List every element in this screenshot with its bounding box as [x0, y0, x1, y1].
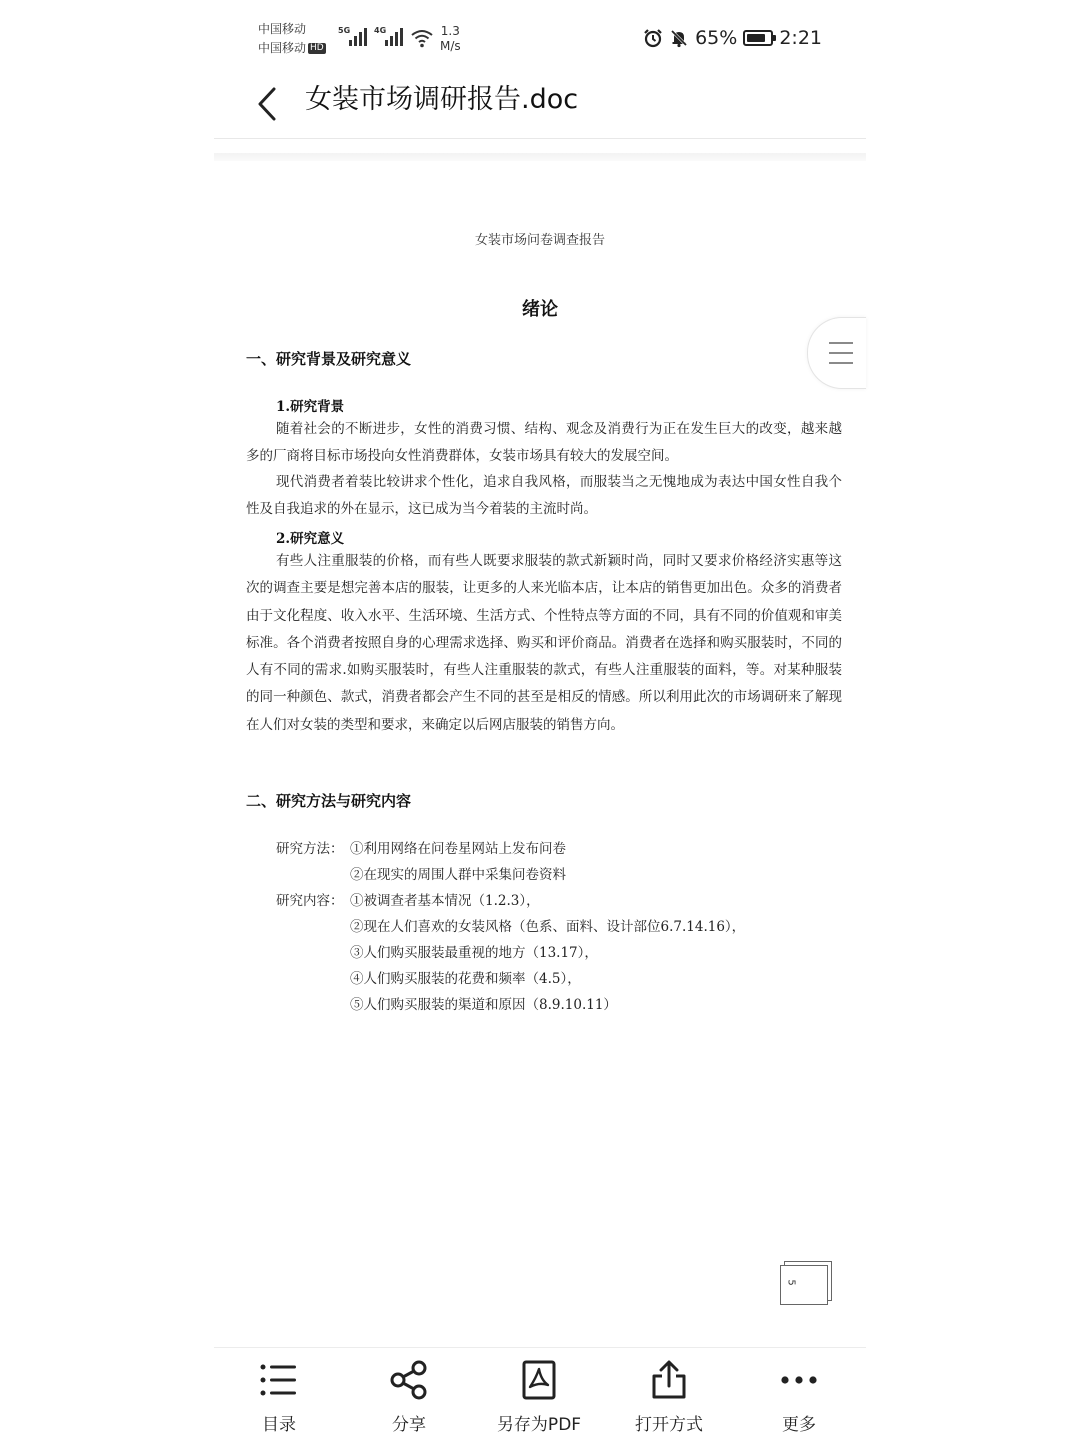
- more-icon: [779, 1360, 819, 1400]
- method-item: ②在现实的周围人群中采集问卷资料: [350, 867, 566, 883]
- toolbar-more-label: 更多: [782, 1415, 816, 1435]
- battery-icon: [743, 30, 773, 46]
- section2-title: 二、研究方法与研究内容: [246, 792, 412, 810]
- section1-sub2: 2.研究意义: [276, 531, 345, 547]
- content-item: ④人们购买服装的花费和频率（4.5），: [350, 971, 581, 987]
- toolbar-save-pdf-button[interactable]: [474, 1348, 604, 1441]
- signal-4g-label: 4G: [374, 26, 387, 35]
- network-speed: [440, 24, 461, 54]
- carrier-2: [258, 41, 326, 55]
- content-item: ①被调查者基本情况（1.2.3），: [350, 893, 540, 909]
- bottom-toolbar: [214, 1347, 866, 1441]
- toolbar-contents-button[interactable]: [214, 1348, 344, 1441]
- network-speed-value: 1.3: [440, 24, 460, 38]
- doc-subtitle: 女装市场问卷调查报告: [474, 233, 605, 248]
- open-with-icon: [649, 1360, 689, 1400]
- alarm-icon: [643, 28, 663, 48]
- floating-outline-button[interactable]: [807, 317, 866, 389]
- paragraph-3: 有些人注重服装的价格，而有些人既要求服装的款式新颖时尚，同时又要求价格经济实惠等这次的调查主要是想完善本店的服装，让更多的人来光临本店，让本店的销售更加出色。众多的消费者由于文化程度、收入水平、生活环境、生活方式、个性特点等方面的不同，具有不同的价值观和审美标准。各个消费者按照自身的心理需求选择、购买和评价商品。消费者在选择和购买服装时，不同的人有不同的需求.如购买服装时，有些人注重服装的款式，有些人注重服装的面料，等。对某种服装的同一种颜色、款式，消费者都会产生不同的甚至是相反的情感。所以利用此次的市场调研来了解现在人们对女装的类型和要求，来确定以后网店服装的销售方向。: [246, 553, 842, 733]
- share-icon: [389, 1360, 429, 1400]
- paragraph-2: 现代消费者着装比较讲求个性化，追求自我风格，而服装当之无愧地成为表达中国女性自我个性及自我追求的外在显示，这已成为当今着装的主流时尚。: [246, 474, 842, 518]
- toolbar-share-label: 分享: [392, 1415, 426, 1435]
- page-number: 5: [785, 1279, 797, 1286]
- toolbar-share-button[interactable]: [344, 1348, 474, 1441]
- toolbar-save-pdf-label: 另存为PDF: [496, 1415, 582, 1435]
- network-speed-unit: M/s: [440, 39, 461, 53]
- signal-5g-label: 5G: [338, 26, 351, 35]
- app-header: [214, 76, 866, 139]
- toolbar-more-button[interactable]: [734, 1348, 864, 1441]
- page-top-shadow: [214, 153, 866, 161]
- pdf-icon: [519, 1360, 559, 1400]
- hd-badge: HD: [310, 43, 324, 53]
- battery-percent: 65%: [695, 27, 738, 49]
- back-arrow-icon[interactable]: [254, 84, 280, 124]
- toolbar-open-with-button[interactable]: [604, 1348, 734, 1441]
- carrier-1: 中国移动: [258, 22, 307, 36]
- document-page[interactable]: [214, 161, 866, 1347]
- content-item: ②现在人们喜欢的女装风格（色系、面料、设计部位6.7.14.16），: [350, 919, 746, 935]
- status-bar: [214, 0, 866, 76]
- content-label: 研究内容：: [276, 893, 344, 909]
- content-item: ⑤人们购买服装的渠道和原因（8.9.10.11）: [350, 997, 617, 1013]
- phone-screen: [214, 0, 866, 1440]
- page-number-badge[interactable]: [780, 1261, 830, 1303]
- clock-time: 2:21: [779, 27, 822, 49]
- mute-bell-icon: [669, 28, 689, 48]
- method-label: 研究方法：: [276, 841, 344, 857]
- status-right: [643, 27, 822, 49]
- toolbar-open-with-label: 打开方式: [635, 1415, 703, 1435]
- method-item: ①利用网络在问卷星网站上发布问卷: [350, 841, 566, 857]
- carrier-2-label: 中国移动: [258, 41, 307, 55]
- section1-sub1: 1.研究背景: [276, 399, 345, 415]
- document-title: 女装市场调研报告.doc: [305, 84, 579, 115]
- paragraph-1: 随着社会的不断进步，女性的消费习惯、结构、观念及消费行为正在发生巨大的改变，越来越多的厂商将目标市场投向女性消费群体，女装市场具有较大的发展空间。: [246, 421, 842, 465]
- wifi-icon: [410, 28, 434, 48]
- doc-heading: 绪论: [522, 299, 558, 320]
- content-item: ③人们购买服装最重视的地方（13.17），: [350, 945, 598, 961]
- toolbar-contents-label: 目录: [262, 1415, 296, 1435]
- list-icon: [259, 1360, 299, 1400]
- section1-title: 一、研究背景及研究意义: [246, 350, 412, 368]
